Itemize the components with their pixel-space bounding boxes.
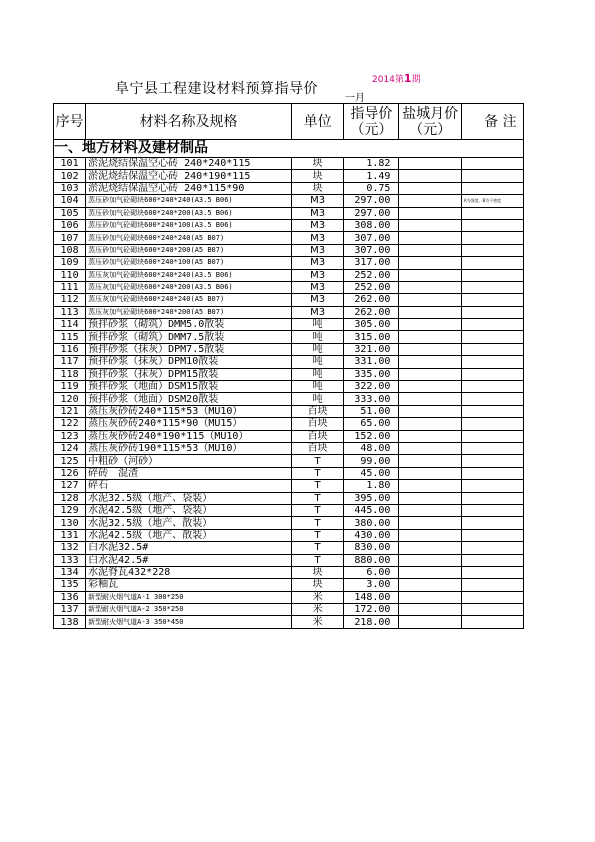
row-number: 135 — [54, 579, 86, 591]
row-guide-price: 308.00 — [344, 219, 399, 231]
table-row — [54, 405, 524, 417]
row-remark — [461, 579, 523, 591]
table-row — [54, 281, 524, 293]
row-guide-price: 322.00 — [344, 381, 399, 393]
row-yancheng-price — [399, 281, 461, 293]
row-guide-price: 51.00 — [344, 405, 399, 417]
row-guide-price: 333.00 — [344, 393, 399, 405]
row-unit: 百块 — [292, 418, 344, 430]
table-row — [54, 257, 524, 269]
table-row — [54, 554, 524, 566]
table-row — [54, 393, 524, 405]
row-unit: M3 — [292, 219, 344, 231]
table-row — [54, 579, 524, 591]
row-number: 125 — [54, 455, 86, 467]
issue-prefix: 2014第 — [372, 75, 404, 85]
table-row — [54, 430, 524, 442]
table-row — [54, 170, 524, 182]
table-row — [54, 306, 524, 318]
row-unit: M3 — [292, 281, 344, 293]
table-row — [54, 343, 524, 355]
row-number: 117 — [54, 356, 86, 368]
row-yancheng-price — [399, 244, 461, 256]
col-header-name: 材料名称及规格 — [86, 104, 292, 140]
row-unit: 吨 — [292, 331, 344, 343]
row-yancheng-price — [399, 616, 461, 628]
row-guide-price: 297.00 — [344, 195, 399, 207]
row-number: 112 — [54, 294, 86, 306]
row-yancheng-price — [399, 418, 461, 430]
table-row — [54, 529, 524, 541]
row-guide-price: 1.80 — [344, 480, 399, 492]
row-remark — [461, 393, 523, 405]
row-unit: T — [292, 480, 344, 492]
row-number: 128 — [54, 492, 86, 504]
row-material-name: 蒸压灰砂砖190*115*53（MU10） — [86, 442, 292, 454]
row-yancheng-price — [399, 405, 461, 417]
row-unit: 米 — [292, 616, 344, 628]
row-material-name: 彩釉瓦 — [86, 579, 292, 591]
row-remark — [461, 554, 523, 566]
col-header-remark-label: 备 注 — [484, 113, 517, 130]
row-yancheng-price — [399, 331, 461, 343]
row-unit: 吨 — [292, 381, 344, 393]
row-remark — [461, 467, 523, 479]
row-guide-price: 148.00 — [344, 591, 399, 603]
section-title: 一、地方材料及建材制品 — [54, 140, 524, 158]
row-number: 124 — [54, 442, 86, 454]
table-row — [54, 158, 524, 170]
row-material-name: 白水泥42.5# — [86, 554, 292, 566]
table-row — [54, 356, 524, 368]
row-unit: T — [292, 517, 344, 529]
row-remark — [461, 566, 523, 578]
row-material-name: 水泥32.5级（地产、袋装） — [86, 492, 292, 504]
table-row — [54, 219, 524, 231]
table-row — [54, 368, 524, 380]
row-remark — [461, 405, 523, 417]
row-remark — [461, 294, 523, 306]
col-header-salt-line1: 盐城月价 — [402, 105, 459, 122]
row-material-name: 中粗砂（河砂） — [86, 455, 292, 467]
row-yancheng-price — [399, 219, 461, 231]
row-guide-price: 297.00 — [344, 207, 399, 219]
row-material-name: 蒸压灰砂砖240*190*115（MU10） — [86, 430, 292, 442]
row-unit: T — [292, 542, 344, 554]
row-remark — [461, 517, 523, 529]
row-remark — [461, 529, 523, 541]
row-number: 107 — [54, 232, 86, 244]
row-remark — [461, 542, 523, 554]
row-material-name: 预拌砂浆（地面）DSM15散装 — [86, 381, 292, 393]
col-header-remark — [461, 104, 523, 140]
row-remark — [461, 182, 523, 194]
row-unit: 吨 — [292, 356, 344, 368]
row-unit: T — [292, 455, 344, 467]
table-row — [54, 467, 524, 479]
row-number: 102 — [54, 170, 86, 182]
issue-suffix: 期 — [411, 75, 421, 85]
row-material-name: 蒸压砂加气砼砌块600*240*200(A3.5 B06) — [86, 207, 292, 219]
row-material-name: 淤泥烧结保温空心砖 240*115*90 — [86, 182, 292, 194]
row-unit: T — [292, 492, 344, 504]
row-number: 137 — [54, 604, 86, 616]
row-unit: M3 — [292, 207, 344, 219]
row-yancheng-price — [399, 517, 461, 529]
table-row — [54, 591, 524, 603]
row-guide-price: 307.00 — [344, 232, 399, 244]
table-row — [54, 418, 524, 430]
col-header-price — [344, 104, 399, 140]
row-yancheng-price — [399, 294, 461, 306]
table-row — [54, 566, 524, 578]
row-number: 123 — [54, 430, 86, 442]
row-unit: 百块 — [292, 405, 344, 417]
row-number: 130 — [54, 517, 86, 529]
row-number: 119 — [54, 381, 86, 393]
row-unit: T — [292, 467, 344, 479]
row-guide-price: 315.00 — [344, 331, 399, 343]
row-material-name: 碎砖 混渣 — [86, 467, 292, 479]
row-material-name: 水泥32.5级（地产、散装） — [86, 517, 292, 529]
row-yancheng-price — [399, 579, 461, 591]
row-number: 127 — [54, 480, 86, 492]
col-header-price-line2: （元） — [350, 121, 393, 138]
row-guide-price: 0.75 — [344, 182, 399, 194]
col-header-no: 序号 — [54, 104, 86, 140]
row-remark — [461, 306, 523, 318]
col-header-salt — [399, 104, 461, 140]
row-guide-price: 152.00 — [344, 430, 399, 442]
row-guide-price: 218.00 — [344, 616, 399, 628]
row-guide-price: 6.00 — [344, 566, 399, 578]
row-remark — [461, 504, 523, 516]
row-yancheng-price — [399, 356, 461, 368]
row-material-name: 新型耐火烟气道A-2 350*250 — [86, 604, 292, 616]
row-unit: M3 — [292, 257, 344, 269]
table-row — [54, 319, 524, 331]
row-number: 111 — [54, 281, 86, 293]
row-remark — [461, 604, 523, 616]
row-material-name: 蒸压砂加气砼砌块600*240*100(A3.5 B06) — [86, 219, 292, 231]
row-material-name: 白水泥32.5# — [86, 542, 292, 554]
row-remark — [461, 418, 523, 430]
table-row — [54, 381, 524, 393]
row-remark: A为强度，B为干密度 — [461, 195, 523, 207]
row-guide-price: 830.00 — [344, 542, 399, 554]
row-material-name: 淤泥烧结保温空心砖 240*240*115 — [86, 158, 292, 170]
row-material-name: 蒸压灰加气砼砌块600*240*240(A5 B07) — [86, 294, 292, 306]
row-yancheng-price — [399, 566, 461, 578]
table-row — [54, 244, 524, 256]
row-guide-price: 880.00 — [344, 554, 399, 566]
row-yancheng-price — [399, 492, 461, 504]
header-row — [54, 104, 524, 140]
row-yancheng-price — [399, 269, 461, 281]
row-number: 122 — [54, 418, 86, 430]
row-material-name: 预拌砂浆（抹灰）DPM7.5散装 — [86, 343, 292, 355]
row-guide-price: 430.00 — [344, 529, 399, 541]
row-remark — [461, 442, 523, 454]
row-yancheng-price — [399, 195, 461, 207]
row-unit: M3 — [292, 232, 344, 244]
price-table — [53, 103, 524, 629]
row-material-name: 蒸压灰砂砖240*115*53（MU10） — [86, 405, 292, 417]
row-guide-price: 445.00 — [344, 504, 399, 516]
row-number: 113 — [54, 306, 86, 318]
row-number: 108 — [54, 244, 86, 256]
row-material-name: 碎石 — [86, 480, 292, 492]
row-unit: T — [292, 529, 344, 541]
table-row — [54, 480, 524, 492]
row-material-name: 淤泥烧结保温空心砖 240*190*115 — [86, 170, 292, 182]
row-remark — [461, 257, 523, 269]
row-unit: T — [292, 504, 344, 516]
row-number: 138 — [54, 616, 86, 628]
row-remark — [461, 207, 523, 219]
row-unit: 块 — [292, 566, 344, 578]
row-unit: M3 — [292, 269, 344, 281]
row-material-name: 预拌砂浆（抹灰）DPM15散装 — [86, 368, 292, 380]
row-number: 118 — [54, 368, 86, 380]
issue-number: 1 — [403, 72, 412, 85]
section-row — [54, 140, 524, 158]
row-guide-price: 172.00 — [344, 604, 399, 616]
col-header-unit: 单位 — [292, 104, 344, 140]
row-unit: 吨 — [292, 319, 344, 331]
month-label: 一月 — [345, 93, 365, 104]
row-guide-price: 99.00 — [344, 455, 399, 467]
row-remark — [461, 232, 523, 244]
table-row — [54, 331, 524, 343]
row-unit: 吨 — [292, 368, 344, 380]
row-material-name: 蒸压灰砂砖240*115*90（MU15） — [86, 418, 292, 430]
row-remark — [461, 616, 523, 628]
row-remark — [461, 281, 523, 293]
row-guide-price: 262.00 — [344, 294, 399, 306]
row-number: 104 — [54, 195, 86, 207]
row-guide-price: 307.00 — [344, 244, 399, 256]
table-row — [54, 542, 524, 554]
table-row — [54, 455, 524, 467]
row-guide-price: 1.82 — [344, 158, 399, 170]
table-row — [54, 442, 524, 454]
row-material-name: 蒸压灰加气砼砌块600*240*200(A5 B07) — [86, 306, 292, 318]
row-yancheng-price — [399, 393, 461, 405]
row-unit: M3 — [292, 306, 344, 318]
row-remark — [461, 219, 523, 231]
row-guide-price: 262.00 — [344, 306, 399, 318]
row-remark — [461, 170, 523, 182]
issue-label — [372, 72, 421, 85]
table-row — [54, 492, 524, 504]
row-yancheng-price — [399, 368, 461, 380]
row-guide-price: 331.00 — [344, 356, 399, 368]
row-guide-price: 48.00 — [344, 442, 399, 454]
row-number: 131 — [54, 529, 86, 541]
row-number: 133 — [54, 554, 86, 566]
row-material-name: 预拌砂浆（砌筑）DMM7.5散装 — [86, 331, 292, 343]
row-unit: T — [292, 554, 344, 566]
row-material-name: 新型耐火烟气道A-3 350*450 — [86, 616, 292, 628]
row-remark — [461, 331, 523, 343]
row-guide-price: 1.49 — [344, 170, 399, 182]
row-number: 126 — [54, 467, 86, 479]
row-material-name: 预拌砂浆（抹灰）DPM10散装 — [86, 356, 292, 368]
row-number: 115 — [54, 331, 86, 343]
row-unit: 米 — [292, 604, 344, 616]
table-row — [54, 195, 524, 207]
row-yancheng-price — [399, 504, 461, 516]
row-number: 121 — [54, 405, 86, 417]
row-unit: 块 — [292, 158, 344, 170]
row-unit: M3 — [292, 195, 344, 207]
row-remark — [461, 381, 523, 393]
row-number: 101 — [54, 158, 86, 170]
table-row — [54, 604, 524, 616]
row-yancheng-price — [399, 170, 461, 182]
row-yancheng-price — [399, 591, 461, 603]
table-row — [54, 517, 524, 529]
row-unit: 百块 — [292, 430, 344, 442]
row-guide-price: 252.00 — [344, 269, 399, 281]
row-remark — [461, 591, 523, 603]
row-remark — [461, 480, 523, 492]
row-yancheng-price — [399, 604, 461, 616]
row-yancheng-price — [399, 319, 461, 331]
row-guide-price: 3.00 — [344, 579, 399, 591]
row-number: 110 — [54, 269, 86, 281]
row-number: 134 — [54, 566, 86, 578]
row-unit: 百块 — [292, 442, 344, 454]
row-remark — [461, 356, 523, 368]
row-number: 105 — [54, 207, 86, 219]
row-number: 136 — [54, 591, 86, 603]
row-remark — [461, 244, 523, 256]
table-row — [54, 616, 524, 628]
row-guide-price: 380.00 — [344, 517, 399, 529]
row-material-name: 蒸压灰加气砼砌块600*240*200(A3.5 B06) — [86, 281, 292, 293]
row-material-name: 预拌砂浆（砌筑）DMM5.0散装 — [86, 319, 292, 331]
row-yancheng-price — [399, 182, 461, 194]
row-number: 106 — [54, 219, 86, 231]
row-material-name: 新型耐火烟气道A-1 300*250 — [86, 591, 292, 603]
row-guide-price: 45.00 — [344, 467, 399, 479]
col-header-price-line1: 指导价 — [350, 105, 393, 122]
row-remark — [461, 319, 523, 331]
row-remark — [461, 492, 523, 504]
row-material-name: 水泥脊瓦432*228 — [86, 566, 292, 578]
row-unit: M3 — [292, 244, 344, 256]
row-yancheng-price — [399, 455, 461, 467]
table-row — [54, 232, 524, 244]
row-remark — [461, 455, 523, 467]
table-row — [54, 504, 524, 516]
row-number: 132 — [54, 542, 86, 554]
row-guide-price: 335.00 — [344, 368, 399, 380]
table-row — [54, 269, 524, 281]
row-yancheng-price — [399, 442, 461, 454]
row-remark — [461, 158, 523, 170]
row-guide-price: 321.00 — [344, 343, 399, 355]
row-unit: 吨 — [292, 393, 344, 405]
row-number: 116 — [54, 343, 86, 355]
table-row — [54, 294, 524, 306]
row-unit: 块 — [292, 182, 344, 194]
row-unit: 米 — [292, 591, 344, 603]
row-yancheng-price — [399, 207, 461, 219]
row-yancheng-price — [399, 529, 461, 541]
row-remark — [461, 269, 523, 281]
row-remark — [461, 343, 523, 355]
row-unit: 吨 — [292, 343, 344, 355]
row-guide-price: 395.00 — [344, 492, 399, 504]
row-unit: 块 — [292, 170, 344, 182]
row-yancheng-price — [399, 158, 461, 170]
row-number: 103 — [54, 182, 86, 194]
table-row — [54, 182, 524, 194]
row-number: 129 — [54, 504, 86, 516]
row-material-name: 蒸压砂加气砼砌块600*240*240(A5 B07) — [86, 232, 292, 244]
row-unit: M3 — [292, 294, 344, 306]
row-number: 109 — [54, 257, 86, 269]
row-material-name: 预拌砂浆（地面）DSM20散装 — [86, 393, 292, 405]
row-material-name: 蒸压砂加气砼砌块600*240*100(A5 B07) — [86, 257, 292, 269]
row-material-name: 蒸压砂加气砼砌块600*240*240(A3.5 B06) — [86, 195, 292, 207]
row-material-name: 水泥42.5级（地产、散装） — [86, 529, 292, 541]
row-material-name: 蒸压灰加气砼砌块600*240*240(A3.5 B06) — [86, 269, 292, 281]
table-row — [54, 207, 524, 219]
row-yancheng-price — [399, 381, 461, 393]
row-yancheng-price — [399, 232, 461, 244]
col-header-salt-line2: （元） — [409, 121, 452, 138]
row-unit: 块 — [292, 579, 344, 591]
row-guide-price: 317.00 — [344, 257, 399, 269]
row-material-name: 水泥42.5级（地产、袋装） — [86, 504, 292, 516]
row-material-name: 蒸压砂加气砼砌块600*240*200(A5 B07) — [86, 244, 292, 256]
row-yancheng-price — [399, 467, 461, 479]
row-yancheng-price — [399, 306, 461, 318]
document-title: 阜宁县工程建设材料预算指导价 — [115, 81, 318, 97]
row-remark — [461, 430, 523, 442]
row-yancheng-price — [399, 257, 461, 269]
row-guide-price: 252.00 — [344, 281, 399, 293]
row-yancheng-price — [399, 430, 461, 442]
row-yancheng-price — [399, 554, 461, 566]
row-remark — [461, 368, 523, 380]
row-guide-price: 305.00 — [344, 319, 399, 331]
row-yancheng-price — [399, 542, 461, 554]
row-guide-price: 65.00 — [344, 418, 399, 430]
row-number: 120 — [54, 393, 86, 405]
row-number: 114 — [54, 319, 86, 331]
row-yancheng-price — [399, 480, 461, 492]
row-yancheng-price — [399, 343, 461, 355]
